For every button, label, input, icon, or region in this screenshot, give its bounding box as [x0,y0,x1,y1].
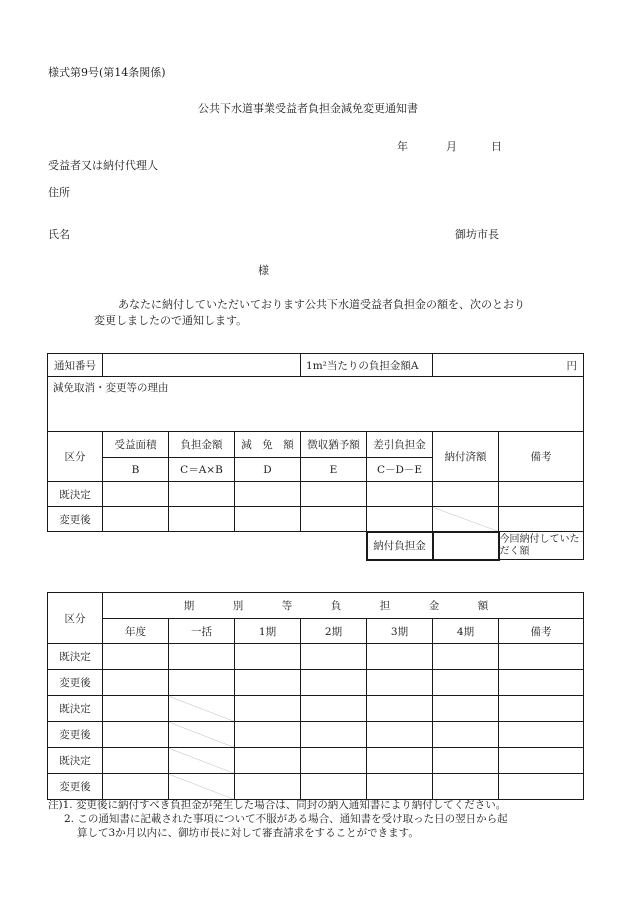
row-label: 変更後 [48,670,103,696]
diagonal-cell [169,774,235,800]
exemption-code: D [235,458,301,482]
row-label: 既決定 [48,644,103,670]
deferred-header: 徴収猶予額 [301,432,367,458]
col-period-4: 4期 [433,619,499,644]
address-label: 住所 [48,186,70,199]
net-code: C－D－E [367,458,433,482]
cell[interactable] [367,507,433,532]
col-remarks: 備考 [499,619,584,644]
cell[interactable] [367,696,433,722]
payment-amount[interactable] [433,532,499,560]
col-lump-sum: 一括 [169,619,235,644]
diagonal-cell [169,722,235,748]
cell[interactable] [235,696,301,722]
amount-header: 負担金額 [169,432,235,458]
cell[interactable] [499,507,584,532]
cell[interactable] [301,774,367,800]
reason-field[interactable]: 減免取消・変更等の理由 [48,377,584,432]
cell[interactable] [103,670,169,696]
table-row [48,696,584,722]
body-text-line-2: 変更しましたので通知します。 [94,314,248,327]
cell[interactable] [301,644,367,670]
note-1: 注)1. 変更後に納付すべき負担金が発生した場合は、同封の納入通知書により納付してください。 [48,799,507,811]
cell[interactable] [301,507,367,532]
row-label: 既決定 [48,482,103,507]
amount-code: C＝A×B [169,458,235,482]
col-period-1: 1期 [235,619,301,644]
cell[interactable] [235,748,301,774]
cell[interactable] [433,644,499,670]
date-month-label: 月 [446,140,457,153]
table-row [48,722,584,748]
note-2-line-1: 2. この通知書に記載された事項について不服がある場合、通知書を受け取った日の翌日から起 [64,813,508,825]
diagonal-cell [169,748,235,774]
cell[interactable] [301,482,367,507]
cell[interactable] [367,482,433,507]
this-payment-label: 今回納付していただく額 [499,532,584,560]
period-title: 期 別 等 負 担 金 額 [103,593,584,619]
cell[interactable] [433,774,499,800]
diagonal-cell [433,507,499,532]
diagonal-cell [169,696,235,722]
per-sqm-yen[interactable]: 円 [433,354,584,377]
period-table [47,592,584,800]
name-label: 氏名 [48,228,70,241]
cell[interactable] [367,644,433,670]
table-row [48,748,584,774]
table-row [48,670,584,696]
col-period-3: 3期 [367,619,433,644]
cell[interactable] [235,774,301,800]
note-2-line-2: 算して3か月以内に、御坊市長に対して審査請求をすることができます。 [77,827,419,839]
date-year-label: 年 [397,140,408,153]
form-number: 様式第9号(第14条関係) [48,66,166,79]
cell[interactable] [103,774,169,800]
cell[interactable] [235,507,301,532]
cell[interactable] [103,644,169,670]
date-day-label: 日 [491,140,502,153]
cell[interactable] [103,722,169,748]
table-row [48,774,584,800]
cell[interactable] [367,748,433,774]
cell[interactable] [169,644,235,670]
addressee-label: 受益者又は納付代理人 [48,159,158,172]
cell[interactable] [499,696,584,722]
cell[interactable] [367,670,433,696]
issuer: 御坊市長 [455,228,499,241]
cell[interactable] [169,482,235,507]
row-label: 変更後 [48,507,103,532]
row-label: 変更後 [48,722,103,748]
row-label: 既決定 [48,748,103,774]
cell[interactable] [169,670,235,696]
honorific: 様 [258,264,269,277]
cell[interactable] [499,774,584,800]
cell[interactable] [235,670,301,696]
cell[interactable] [499,670,584,696]
area-code: B [103,458,169,482]
cell[interactable] [301,670,367,696]
cell[interactable] [499,722,584,748]
adjustment-table [47,353,584,561]
col-fiscal-year: 年度 [103,619,169,644]
payment-label: 納付負担金 [367,532,433,560]
cell[interactable] [433,482,499,507]
exemption-header: 減 免 額 [235,432,301,458]
col-period-2: 2期 [301,619,367,644]
table-row [48,482,584,507]
category-header: 区分 [48,432,103,482]
cell[interactable] [103,507,169,532]
period-category-header: 区分 [48,593,103,644]
cell[interactable] [103,696,169,722]
cell[interactable] [103,748,169,774]
cell[interactable] [499,482,584,507]
cell[interactable] [433,722,499,748]
notice-number-value[interactable] [103,354,301,377]
cell[interactable] [367,722,433,748]
row-label: 変更後 [48,774,103,800]
cell[interactable] [235,644,301,670]
cell[interactable] [433,748,499,774]
cell[interactable] [499,748,584,774]
per-sqm-label: 1m²当たりの負担金額A [301,354,433,377]
cell[interactable] [433,696,499,722]
table-row [48,644,584,670]
cell[interactable] [103,482,169,507]
cell[interactable] [169,507,235,532]
deferred-code: E [301,458,367,482]
cell[interactable] [367,774,433,800]
cell[interactable] [235,482,301,507]
area-header: 受益面積 [103,432,169,458]
cell[interactable] [301,696,367,722]
cell[interactable] [235,722,301,748]
row-label: 既決定 [48,696,103,722]
body-text-line-1: あなたに納付していただいております公共下水道受益者負担金の額を、次のとおり [118,298,525,311]
cell[interactable] [301,722,367,748]
paid-header: 納付済額 [433,432,499,482]
notice-number-label: 通知番号 [48,354,103,377]
cell[interactable] [433,670,499,696]
document-title: 公共下水道事業受益者負担金減免変更通知書 [198,102,418,115]
cell[interactable] [499,644,584,670]
net-header: 差引負担金 [367,432,433,458]
cell[interactable] [301,748,367,774]
table-row [48,507,584,532]
remarks-header: 備考 [499,432,584,482]
